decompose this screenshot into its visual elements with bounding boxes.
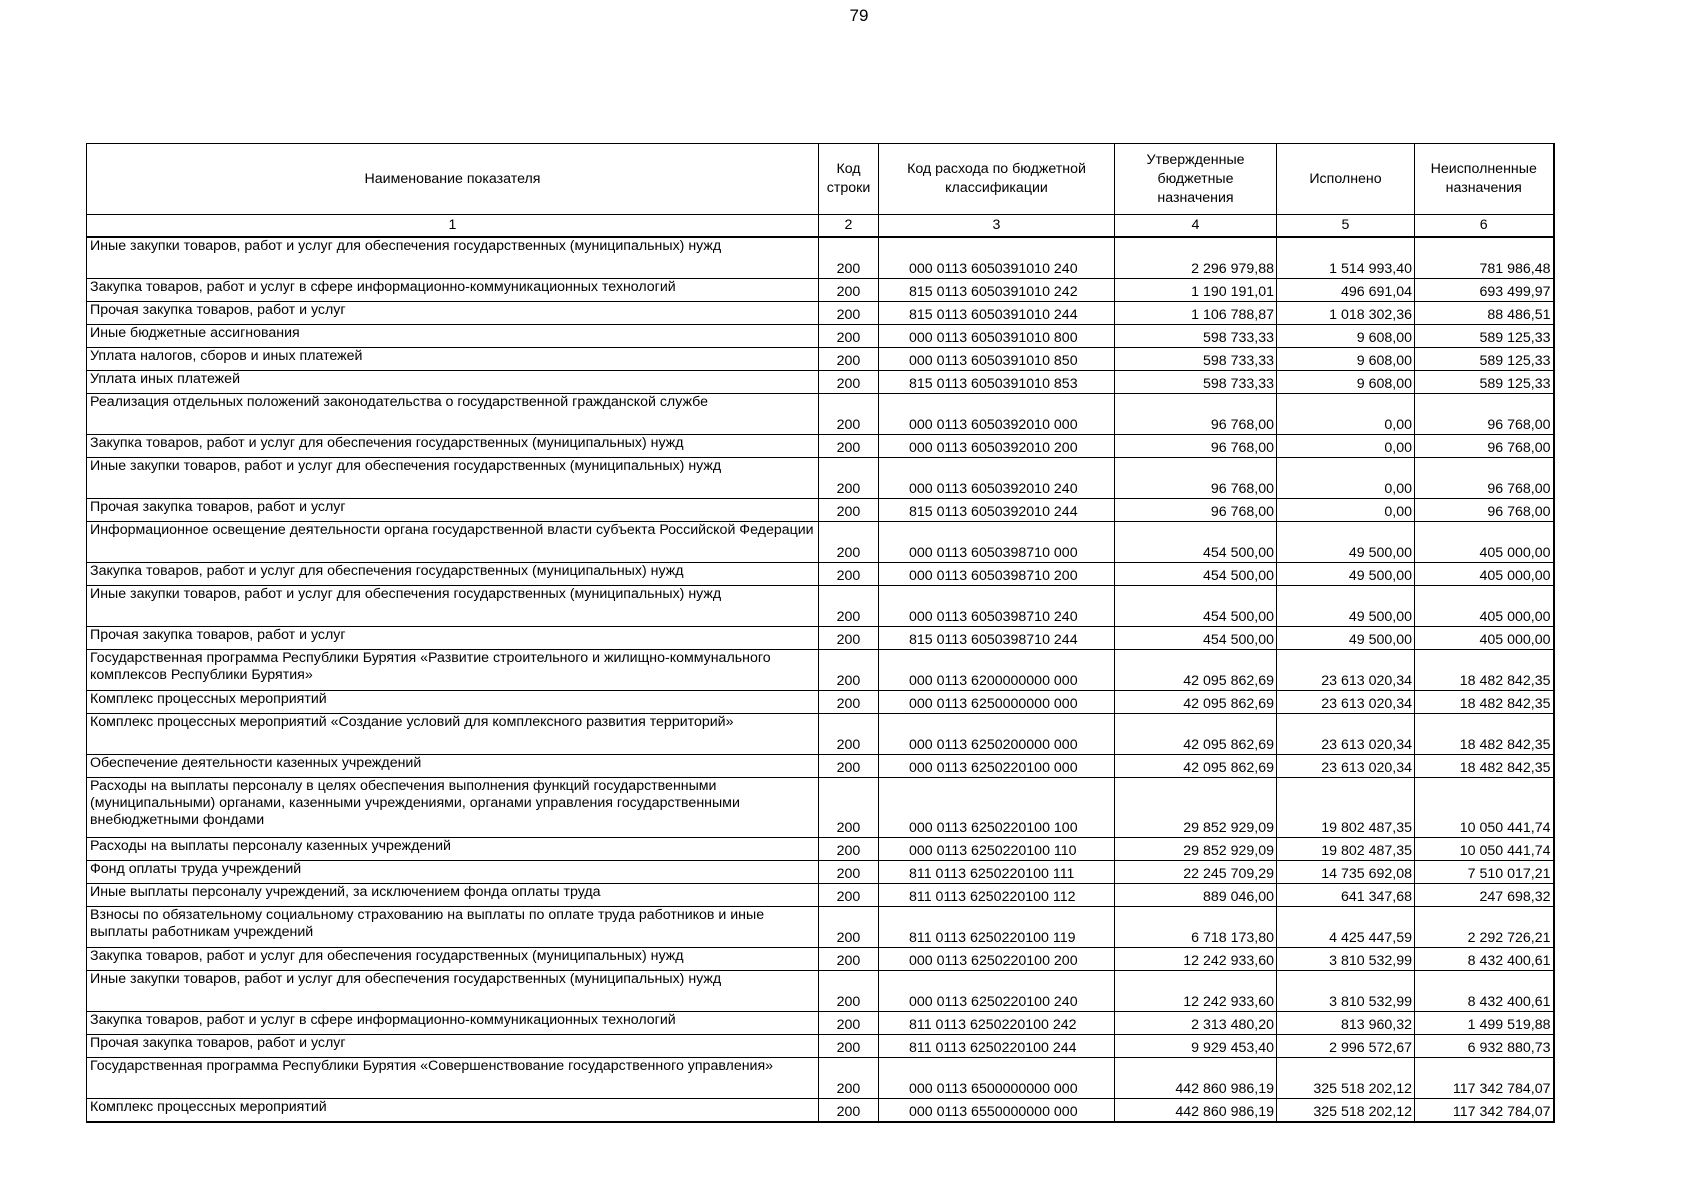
row-name: Иные закупки товаров, работ и услуг для обеспечения государственных (муниципальных) нужд: [87, 971, 819, 1012]
row-approved: 1 106 788,87: [1115, 302, 1277, 325]
row-name: Закупка товаров, работ и услуг в сфере информационно-коммуникационных технологий: [87, 279, 819, 302]
row-budget-code: 811 0113 6250220100 242: [879, 1012, 1115, 1035]
row-name: Иные закупки товаров, работ и услуг для обеспечения государственных (муниципальных) нужд: [87, 458, 819, 499]
row-unexecuted: 96 768,00: [1415, 435, 1554, 458]
table-row: [87, 755, 1554, 778]
table-row: [87, 302, 1554, 325]
row-executed: 9 608,00: [1277, 325, 1415, 348]
header-budget-code: Код расхода по бюджетной классификации: [879, 144, 1115, 215]
row-approved: 29 852 929,09: [1115, 838, 1277, 861]
table-row: [87, 237, 1554, 279]
row-name: Уплата иных платежей: [87, 371, 819, 394]
row-approved: 454 500,00: [1115, 627, 1277, 650]
row-line-code: 200: [819, 838, 879, 861]
row-unexecuted: 405 000,00: [1415, 522, 1554, 563]
row-name: Государственная программа Республики Бурятия «Развитие строительного и жилищно-коммунального комплексов Республики Бурятия»: [87, 650, 819, 691]
row-name: Расходы на выплаты персоналу в целях обеспечения выполнения функций государственными (муниципальными) органами, казенными учреждениями, органами управления государственными внебюджетными фондами: [87, 778, 819, 838]
header-unexecuted: Неисполненные назначения: [1415, 144, 1554, 215]
row-approved: 442 860 986,19: [1115, 1058, 1277, 1099]
row-line-code: 200: [819, 1058, 879, 1099]
table-row: [87, 348, 1554, 371]
row-line-code: 200: [819, 948, 879, 971]
row-executed: 325 518 202,12: [1277, 1058, 1415, 1099]
table-row: [87, 627, 1554, 650]
row-unexecuted: 96 768,00: [1415, 394, 1554, 435]
row-budget-code: 000 0113 6050398710 240: [879, 586, 1115, 627]
row-executed: 0,00: [1277, 435, 1415, 458]
row-unexecuted: 10 050 441,74: [1415, 778, 1554, 838]
table-row: [87, 778, 1554, 838]
row-line-code: 200: [819, 650, 879, 691]
row-approved: 6 718 173,80: [1115, 907, 1277, 948]
row-approved: 42 095 862,69: [1115, 691, 1277, 714]
row-unexecuted: 6 932 880,73: [1415, 1035, 1554, 1058]
row-approved: 598 733,33: [1115, 348, 1277, 371]
row-unexecuted: 589 125,33: [1415, 371, 1554, 394]
header-line-code: Код строки: [819, 144, 879, 215]
row-budget-code: 815 0113 6050392010 244: [879, 499, 1115, 522]
row-line-code: 200: [819, 907, 879, 948]
row-budget-code: 000 0113 6250220100 100: [879, 778, 1115, 838]
row-budget-code: 815 0113 6050391010 244: [879, 302, 1115, 325]
row-line-code: 200: [819, 458, 879, 499]
row-line-code: 200: [819, 884, 879, 907]
row-approved: 42 095 862,69: [1115, 650, 1277, 691]
row-unexecuted: 405 000,00: [1415, 586, 1554, 627]
row-approved: 42 095 862,69: [1115, 714, 1277, 755]
header-row: [87, 144, 1554, 215]
row-budget-code: 815 0113 6050398710 244: [879, 627, 1115, 650]
row-approved: 42 095 862,69: [1115, 755, 1277, 778]
table-row: [87, 971, 1554, 1012]
table-body: [87, 237, 1554, 1122]
row-name: Прочая закупка товаров, работ и услуг: [87, 499, 819, 522]
row-name: Взносы по обязательному социальному страхованию на выплаты по оплате труда работников и иные выплаты работникам учреждений: [87, 907, 819, 948]
table-row: [87, 1058, 1554, 1099]
row-approved: 29 852 929,09: [1115, 778, 1277, 838]
row-name: Прочая закупка товаров, работ и услуг: [87, 627, 819, 650]
row-executed: 0,00: [1277, 499, 1415, 522]
row-approved: 1 190 191,01: [1115, 279, 1277, 302]
row-approved: 12 242 933,60: [1115, 971, 1277, 1012]
row-executed: 3 810 532,99: [1277, 971, 1415, 1012]
row-line-code: 200: [819, 394, 879, 435]
row-line-code: 200: [819, 499, 879, 522]
row-executed: 23 613 020,34: [1277, 691, 1415, 714]
row-name: Уплата налогов, сборов и иных платежей: [87, 348, 819, 371]
table-row: [87, 861, 1554, 884]
row-name: Комплекс процессных мероприятий: [87, 691, 819, 714]
table-row: [87, 435, 1554, 458]
row-name: Государственная программа Республики Бурятия «Совершенствование государственного управления»: [87, 1058, 819, 1099]
row-approved: 96 768,00: [1115, 435, 1277, 458]
row-line-code: 200: [819, 778, 879, 838]
row-unexecuted: 8 432 400,61: [1415, 948, 1554, 971]
table-row: [87, 714, 1554, 755]
table-row: [87, 1099, 1554, 1123]
table-row: [87, 650, 1554, 691]
column-number: 3: [879, 215, 1115, 238]
row-line-code: 200: [819, 325, 879, 348]
row-unexecuted: 10 050 441,74: [1415, 838, 1554, 861]
table-row: [87, 691, 1554, 714]
row-approved: 598 733,33: [1115, 325, 1277, 348]
row-executed: 496 691,04: [1277, 279, 1415, 302]
table-row: [87, 563, 1554, 586]
row-name: Закупка товаров, работ и услуг для обеспечения государственных (муниципальных) нужд: [87, 435, 819, 458]
row-name: Иные закупки товаров, работ и услуг для обеспечения государственных (муниципальных) нужд: [87, 237, 819, 279]
row-executed: 19 802 487,35: [1277, 778, 1415, 838]
row-budget-code: 000 0113 6200000000 000: [879, 650, 1115, 691]
row-line-code: 200: [819, 1099, 879, 1123]
row-line-code: 200: [819, 971, 879, 1012]
row-executed: 23 613 020,34: [1277, 650, 1415, 691]
row-name: Комплекс процессных мероприятий: [87, 1099, 819, 1123]
row-budget-code: 000 0113 6050392010 240: [879, 458, 1115, 499]
row-unexecuted: 18 482 842,35: [1415, 650, 1554, 691]
row-line-code: 200: [819, 371, 879, 394]
row-budget-code: 000 0113 6050392010 000: [879, 394, 1115, 435]
row-unexecuted: 117 342 784,07: [1415, 1058, 1554, 1099]
row-name: Иные выплаты персоналу учреждений, за исключением фонда оплаты труда: [87, 884, 819, 907]
row-executed: 0,00: [1277, 458, 1415, 499]
row-executed: 3 810 532,99: [1277, 948, 1415, 971]
row-executed: 641 347,68: [1277, 884, 1415, 907]
row-approved: 2 296 979,88: [1115, 237, 1277, 279]
row-approved: 454 500,00: [1115, 563, 1277, 586]
row-unexecuted: 1 499 519,88: [1415, 1012, 1554, 1035]
row-line-code: 200: [819, 1012, 879, 1035]
row-unexecuted: 88 486,51: [1415, 302, 1554, 325]
row-approved: 598 733,33: [1115, 371, 1277, 394]
header-executed: Исполнено: [1277, 144, 1415, 215]
column-number: 6: [1415, 215, 1554, 238]
row-approved: 889 046,00: [1115, 884, 1277, 907]
row-budget-code: 811 0113 6250220100 244: [879, 1035, 1115, 1058]
row-unexecuted: 781 986,48: [1415, 237, 1554, 279]
table-row: [87, 838, 1554, 861]
row-approved: 96 768,00: [1115, 394, 1277, 435]
row-unexecuted: 18 482 842,35: [1415, 714, 1554, 755]
row-name: Закупка товаров, работ и услуг для обеспечения государственных (муниципальных) нужд: [87, 563, 819, 586]
column-number-row: [87, 215, 1554, 238]
row-executed: 19 802 487,35: [1277, 838, 1415, 861]
row-budget-code: 000 0113 6050391010 850: [879, 348, 1115, 371]
row-budget-code: 811 0113 6250220100 119: [879, 907, 1115, 948]
row-executed: 14 735 692,08: [1277, 861, 1415, 884]
table-row: [87, 499, 1554, 522]
row-name: Реализация отдельных положений законодательства о государственной гражданской службе: [87, 394, 819, 435]
row-budget-code: 000 0113 6050398710 000: [879, 522, 1115, 563]
row-name: Закупка товаров, работ и услуг для обеспечения государственных (муниципальных) нужд: [87, 948, 819, 971]
table-row: [87, 458, 1554, 499]
row-budget-code: 000 0113 6250000000 000: [879, 691, 1115, 714]
row-budget-code: 000 0113 6500000000 000: [879, 1058, 1115, 1099]
table-row: [87, 279, 1554, 302]
row-name: Информационное освещение деятельности органа государственной власти субъекта Российской Федерации: [87, 522, 819, 563]
row-approved: 442 860 986,19: [1115, 1099, 1277, 1123]
row-budget-code: 815 0113 6050391010 853: [879, 371, 1115, 394]
table-row: [87, 325, 1554, 348]
row-approved: 22 245 709,29: [1115, 861, 1277, 884]
row-executed: 4 425 447,59: [1277, 907, 1415, 948]
row-budget-code: 000 0113 6250220100 200: [879, 948, 1115, 971]
row-executed: 2 996 572,67: [1277, 1035, 1415, 1058]
row-executed: 1 018 302,36: [1277, 302, 1415, 325]
page-number: 79: [849, 6, 869, 25]
row-approved: 96 768,00: [1115, 458, 1277, 499]
row-executed: 9 608,00: [1277, 348, 1415, 371]
row-line-code: 200: [819, 522, 879, 563]
budget-execution-table: [86, 143, 1555, 1123]
row-budget-code: 000 0113 6250220100 000: [879, 755, 1115, 778]
row-unexecuted: 96 768,00: [1415, 458, 1554, 499]
row-line-code: 200: [819, 563, 879, 586]
row-name: Расходы на выплаты персоналу казенных учреждений: [87, 838, 819, 861]
table-row: [87, 1012, 1554, 1035]
column-number: 4: [1115, 215, 1277, 238]
row-line-code: 200: [819, 755, 879, 778]
table-row: [87, 586, 1554, 627]
row-line-code: 200: [819, 237, 879, 279]
row-line-code: 200: [819, 691, 879, 714]
row-executed: 49 500,00: [1277, 627, 1415, 650]
row-executed: 9 608,00: [1277, 371, 1415, 394]
row-budget-code: 000 0113 6250220100 240: [879, 971, 1115, 1012]
row-line-code: 200: [819, 586, 879, 627]
row-budget-code: 000 0113 6050398710 200: [879, 563, 1115, 586]
row-executed: 813 960,32: [1277, 1012, 1415, 1035]
row-budget-code: 811 0113 6250220100 112: [879, 884, 1115, 907]
row-line-code: 200: [819, 348, 879, 371]
column-number: 1: [87, 215, 819, 238]
row-unexecuted: 405 000,00: [1415, 627, 1554, 650]
row-name: Фонд оплаты труда учреждений: [87, 861, 819, 884]
row-unexecuted: 247 698,32: [1415, 884, 1554, 907]
row-executed: 1 514 993,40: [1277, 237, 1415, 279]
table-row: [87, 371, 1554, 394]
row-budget-code: 000 0113 6550000000 000: [879, 1099, 1115, 1123]
row-name: Закупка товаров, работ и услуг в сфере информационно-коммуникационных технологий: [87, 1012, 819, 1035]
row-approved: 9 929 453,40: [1115, 1035, 1277, 1058]
table-row: [87, 884, 1554, 907]
row-executed: 49 500,00: [1277, 586, 1415, 627]
row-budget-code: 000 0113 6050391010 800: [879, 325, 1115, 348]
header-approved: Утвержденные бюджетные назначения: [1115, 144, 1277, 215]
row-line-code: 200: [819, 627, 879, 650]
row-name: Комплекс процессных мероприятий «Создание условий для комплексного развития территорий»: [87, 714, 819, 755]
column-number: 2: [819, 215, 879, 238]
row-approved: 2 313 480,20: [1115, 1012, 1277, 1035]
table-row: [87, 948, 1554, 971]
row-unexecuted: 589 125,33: [1415, 325, 1554, 348]
row-line-code: 200: [819, 435, 879, 458]
table-row: [87, 394, 1554, 435]
table-row: [87, 1035, 1554, 1058]
row-executed: 49 500,00: [1277, 522, 1415, 563]
table-row: [87, 522, 1554, 563]
row-unexecuted: 7 510 017,21: [1415, 861, 1554, 884]
row-approved: 12 242 933,60: [1115, 948, 1277, 971]
row-approved: 96 768,00: [1115, 499, 1277, 522]
row-line-code: 200: [819, 279, 879, 302]
row-executed: 23 613 020,34: [1277, 755, 1415, 778]
row-budget-code: 815 0113 6050391010 242: [879, 279, 1115, 302]
row-budget-code: 000 0113 6250200000 000: [879, 714, 1115, 755]
row-unexecuted: 405 000,00: [1415, 563, 1554, 586]
row-unexecuted: 18 482 842,35: [1415, 691, 1554, 714]
row-name: Прочая закупка товаров, работ и услуг: [87, 1035, 819, 1058]
row-executed: 0,00: [1277, 394, 1415, 435]
row-line-code: 200: [819, 714, 879, 755]
row-executed: 23 613 020,34: [1277, 714, 1415, 755]
row-budget-code: 000 0113 6250220100 110: [879, 838, 1115, 861]
header-name: Наименование показателя: [87, 144, 819, 215]
row-budget-code: 000 0113 6050392010 200: [879, 435, 1115, 458]
row-executed: 325 518 202,12: [1277, 1099, 1415, 1123]
row-unexecuted: 96 768,00: [1415, 499, 1554, 522]
row-name: Обеспечение деятельности казенных учреждений: [87, 755, 819, 778]
row-name: Иные закупки товаров, работ и услуг для обеспечения государственных (муниципальных) нужд: [87, 586, 819, 627]
row-line-code: 200: [819, 302, 879, 325]
row-name: Иные бюджетные ассигнования: [87, 325, 819, 348]
row-unexecuted: 693 499,97: [1415, 279, 1554, 302]
table-row: [87, 907, 1554, 948]
row-name: Прочая закупка товаров, работ и услуг: [87, 302, 819, 325]
row-executed: 49 500,00: [1277, 563, 1415, 586]
row-budget-code: 000 0113 6050391010 240: [879, 237, 1115, 279]
row-unexecuted: 8 432 400,61: [1415, 971, 1554, 1012]
row-unexecuted: 18 482 842,35: [1415, 755, 1554, 778]
row-unexecuted: 117 342 784,07: [1415, 1099, 1554, 1123]
column-number: 5: [1277, 215, 1415, 238]
row-approved: 454 500,00: [1115, 586, 1277, 627]
row-line-code: 200: [819, 861, 879, 884]
row-unexecuted: 2 292 726,21: [1415, 907, 1554, 948]
row-approved: 454 500,00: [1115, 522, 1277, 563]
row-budget-code: 811 0113 6250220100 111: [879, 861, 1115, 884]
row-unexecuted: 589 125,33: [1415, 348, 1554, 371]
row-line-code: 200: [819, 1035, 879, 1058]
